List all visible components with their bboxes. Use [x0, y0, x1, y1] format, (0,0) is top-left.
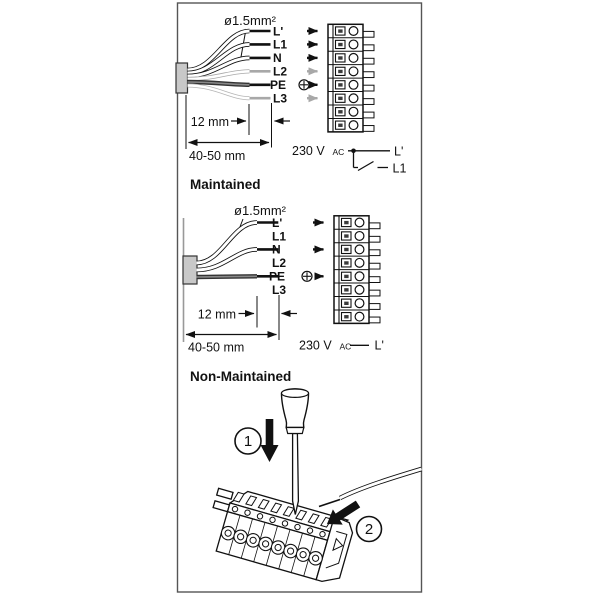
screwdriver-handle-top	[282, 389, 309, 397]
supply-circuit-non-maintained	[299, 339, 384, 353]
switch-symbol	[358, 162, 374, 171]
label-l2: L2	[272, 256, 287, 271]
terminal-row	[328, 67, 374, 78]
step-1-badge	[235, 428, 261, 454]
label-l3: L3	[273, 91, 288, 106]
connector-left-prong	[213, 501, 229, 512]
supply-line-direct: L'	[394, 144, 404, 159]
supply-line-switched: L1	[392, 161, 407, 176]
sheath-dim-label: 40-50 mm	[189, 149, 246, 163]
label-l1: L1	[273, 37, 288, 52]
terminal-block	[334, 216, 380, 324]
label-l1: L1	[272, 229, 287, 244]
label-n: N	[272, 242, 281, 257]
label-l-prime: L'	[272, 215, 283, 230]
terminal-row	[334, 218, 380, 229]
supply-ac-subscript: AC	[339, 341, 352, 352]
screwdriver-shaft	[293, 434, 299, 515]
earth-symbol-icon	[299, 80, 309, 90]
terminal-row	[328, 54, 374, 65]
screwdriver-collar	[286, 428, 304, 434]
terminal-row	[334, 312, 380, 323]
label-l3: L3	[272, 283, 287, 298]
terminal-row	[334, 299, 380, 310]
label-l2: L2	[273, 64, 288, 79]
wire-gauge-label: ø1.5mm²	[234, 203, 286, 218]
plug-connector	[202, 483, 356, 585]
terminal-row	[334, 285, 380, 296]
wire-fan	[188, 31, 271, 98]
terminal-flow-arrows	[313, 223, 324, 277]
supply-ac-subscript: AC	[332, 147, 345, 157]
supply-voltage: 230 V	[299, 338, 332, 353]
earth-symbol-icon	[302, 271, 312, 281]
supply-voltage: 230 V	[292, 144, 325, 158]
terminal-row	[328, 27, 374, 38]
strip-dim-label: 12 mm	[190, 115, 229, 129]
terminal-row	[328, 80, 374, 91]
maintained-wiring-diagram	[176, 13, 406, 192]
terminal-flow-arrows	[307, 31, 318, 98]
terminal-row	[334, 232, 380, 243]
label-l-prime: L'	[273, 24, 284, 39]
terminal-row	[334, 245, 380, 256]
terminal-row	[334, 272, 380, 283]
label-pe: PE	[269, 269, 286, 284]
maintained-caption: Maintained	[190, 177, 261, 192]
screwdriver	[282, 389, 309, 515]
non-maintained-wiring-diagram	[183, 203, 384, 384]
supply-circuit-maintained	[292, 144, 406, 176]
insert-wire	[319, 469, 422, 507]
connector-left-prong	[217, 488, 233, 499]
sheath-dim-label: 40-50 mm	[188, 340, 245, 355]
strip-dim-label: 12 mm	[197, 307, 236, 322]
step-2-number: 2	[364, 521, 374, 538]
strip-dimension	[191, 103, 290, 148]
label-n: N	[273, 51, 282, 66]
terminal-block	[328, 24, 374, 132]
cable-sheath	[183, 256, 197, 284]
label-pe: PE	[270, 78, 287, 93]
wire-fan	[197, 223, 279, 278]
terminal-row	[328, 40, 374, 51]
terminal-row	[328, 121, 374, 132]
terminal-row	[328, 107, 374, 118]
sheath-dimension	[186, 335, 277, 355]
terminal-row	[328, 94, 374, 105]
cable-sheath	[176, 63, 188, 93]
sheath-dimension	[186, 95, 269, 163]
press-down-arrow-icon	[261, 419, 279, 462]
step-2-badge	[357, 517, 382, 542]
terminal-row	[334, 258, 380, 269]
step-1-number: 1	[243, 433, 253, 450]
non-maintained-caption: Non-Maintained	[190, 369, 292, 384]
connector-installation-illustration	[202, 389, 422, 586]
wire-gauge-label: ø1.5mm²	[224, 13, 276, 28]
supply-line: L'	[374, 338, 384, 353]
strip-dimension	[198, 295, 297, 340]
